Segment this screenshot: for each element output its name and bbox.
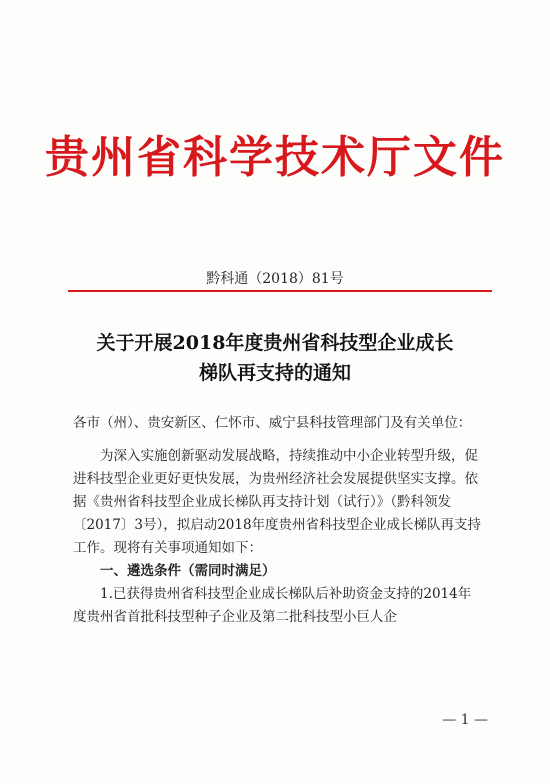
notice-title-line-1: 关于开展2018年度贵州省科技型企业成长 (96, 332, 454, 354)
intro-paragraph: 为深入实施创新驱动发展战略，持续推动中小企业转型升级，促进科技型企业更好更快发展，为贵州经济社会发展提供坚实支撑。依据《贵州省科技型企业成长梯队再支持计划（试行）》（黔科领发〔2017〕3号），拟启动2018年度贵州省科技型企业成长梯队再支持工作。现将有关事项通知如下： (73, 448, 482, 556)
criteria-item-1: 1.已获得贵州省科技型企业成长梯队后补助资金支持的2014年度贵州省首批科技型种子企业及第二批科技型小巨人企 (73, 586, 472, 625)
issuing-authority-title: 贵州省科学技术厅文件 (45, 132, 505, 183)
notice-title (40, 328, 510, 388)
notice-title-line-2: 梯队再支持的通知 (198, 362, 351, 384)
page-number: — 1 — (442, 712, 488, 728)
section-heading-selection-criteria: 一、遴选条件（需同时满足） (100, 563, 276, 579)
red-divider-line (68, 290, 492, 292)
recipients-line: 各市（州）、贵安新区、仁怀市、威宁县科技管理部门及有关单位： (73, 415, 472, 431)
document-number: 黔科通（2018）81号 (206, 271, 344, 287)
notice-body (73, 412, 483, 629)
